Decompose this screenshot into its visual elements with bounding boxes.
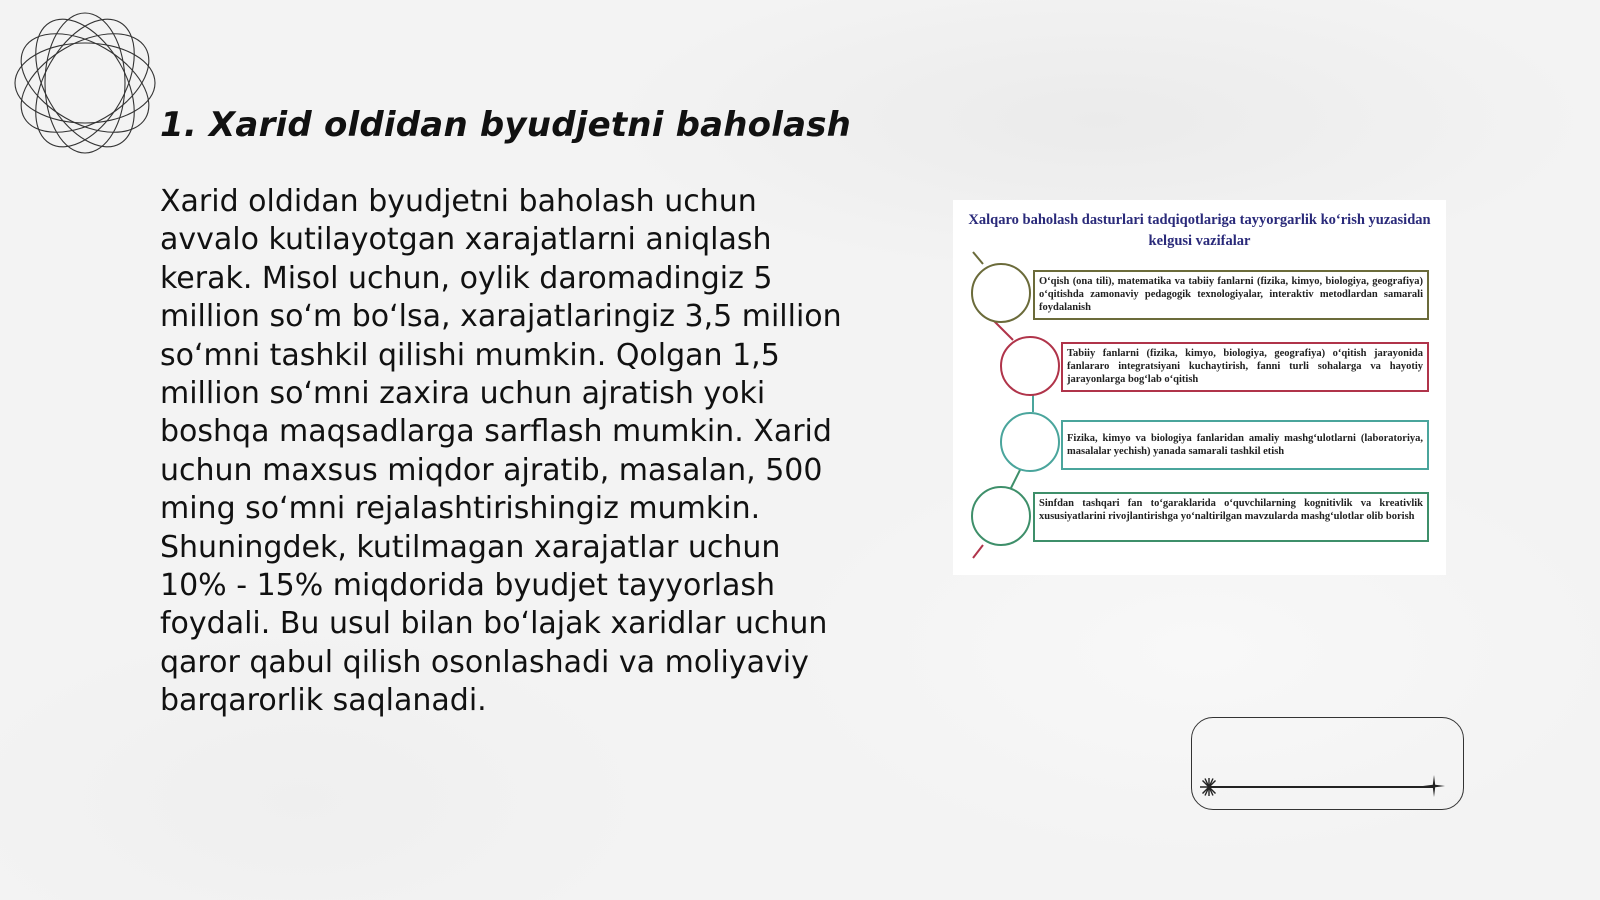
slide-title: 1. Xarid oldidan byudjetni baholash <box>160 105 852 145</box>
slide-body-text: Xarid oldidan byudjetni baholash uchun avvalo kutilayotgan xarajatlarni aniqlash kerak. Misol uchun, oylik daromadingiz 5 million so‘m bo‘lsa, xarajatlaringiz 3,5 million so‘mni tashkil qilishi mumkin. Qolgan 1,5 million so‘mni zaxira uchun ajratish yoki boshqa maqsadlarga sarflash mumkin. Xarid uchun maxsus miqdor ajratib, masalan, 500 ming so‘mni rejalashtirishingiz mumkin. Shuningdek, kutilmagan xarajatlar uchun 10% - 15% miqdorida byudjet tayyorlash foydali. Bu usul bilan bo‘lajak xaridlar uchun qaror qabul qilish osonlashadi va moliyaviy barqarorlik saqlanadi. <box>160 184 842 719</box>
interlocking-rings-icon <box>10 8 160 158</box>
diagram-title: Xalqaro baholash dasturlari tadqiqotlariga tayyorgarlik ko‘rish yuzasidan kelgusi vazifalar <box>968 212 1431 249</box>
sparkle-icon <box>1198 776 1220 798</box>
diagram-item-3: Fizika, kimyo va biologiya fanlaridan amaliy mashg‘ulotlarni (laboratoriya, masalalar yechish) yanada samarali tashkil etish <box>1061 420 1429 470</box>
decorative-line <box>1210 786 1435 788</box>
diagram-item-1: O‘qish (ona tili), matematika va tabiiy fanlarni (fizika, kimyo, biologiya, geografiya) o‘qitishda zamonaviy pedagogik texnologiyalar, interaktiv metodlardan samarali foydalanish <box>1033 270 1429 320</box>
star-point-icon <box>1422 774 1446 798</box>
decorative-line-card <box>1191 717 1464 810</box>
diagram-item-3-circle <box>1000 412 1060 472</box>
diagram-item-2: Tabiiy fanlarni (fizika, kimyo, biologiya, geografiya) o‘qitish jarayonida fanlararo integratsiyani kuchaytirish, fanni turli sohalarga va hayotiy jarayonlarga bog‘lab o‘qitish <box>1061 342 1429 392</box>
diagram-item-4-circle <box>971 486 1031 546</box>
diagram-item-2-circle <box>1000 336 1060 396</box>
diagram-item-4: Sinfdan tashqari fan to‘garaklarida o‘quvchilarning kognitivlik va kreativlik xususiyatlarini rivojlantirishga yo‘naltirilgan mavzularda mashg‘ulotlar olib borish <box>1033 492 1429 542</box>
diagram-item-1-circle <box>971 263 1031 323</box>
diagram-image <box>953 200 1446 575</box>
